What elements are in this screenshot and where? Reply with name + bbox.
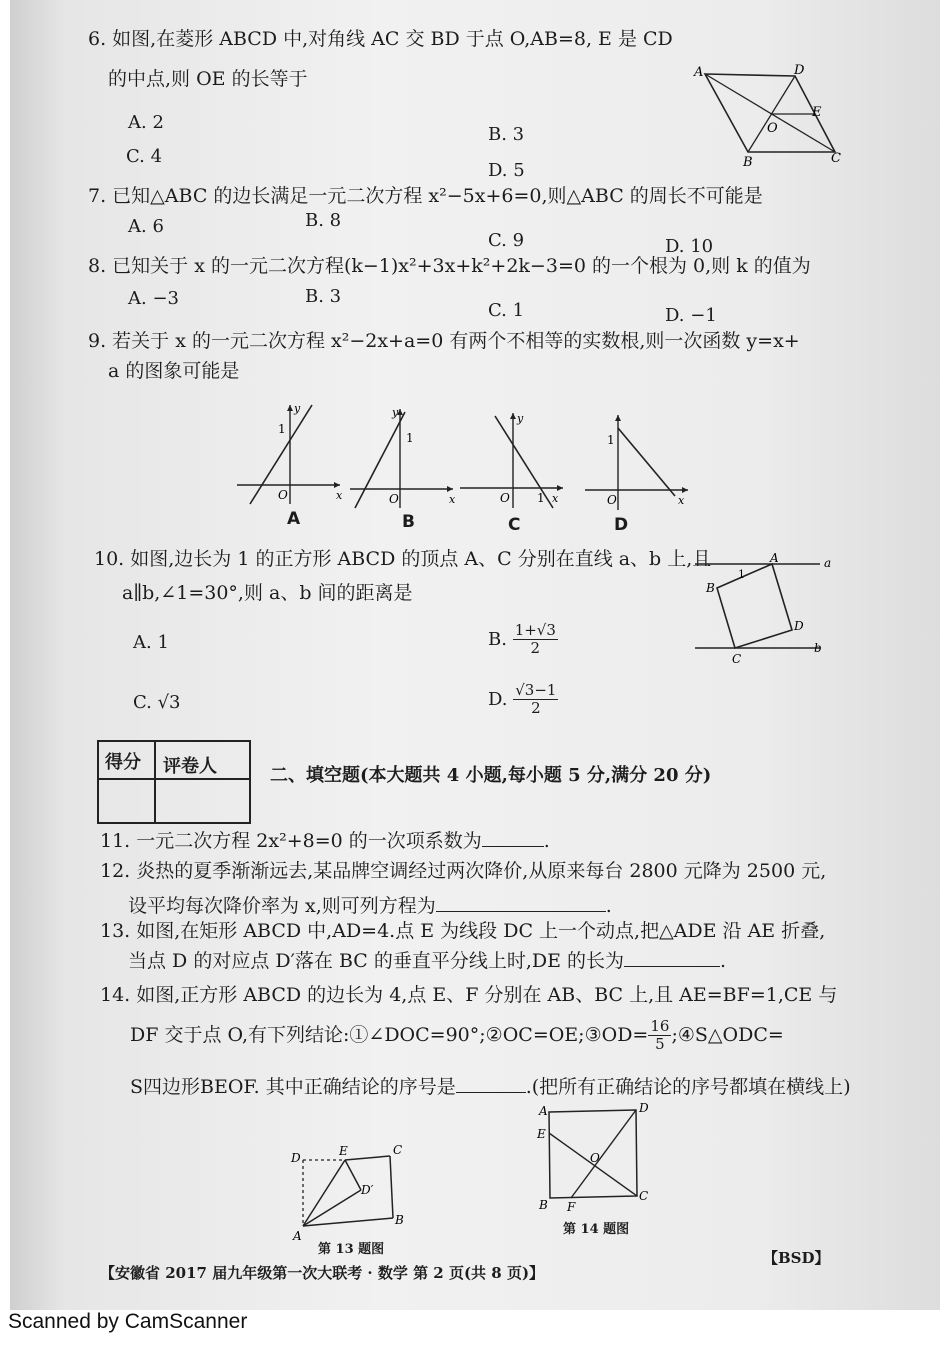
q10-option-d-fraction <box>513 682 558 718</box>
page-footer: 【安徽省 2017 届九年级第一次大联考 · 数学 第 2 页(共 8 页)】 <box>100 1264 545 1282</box>
fig14-label-c: C <box>639 1189 649 1203</box>
q10-option-d-denominator: 2 <box>531 699 541 718</box>
q11-text <box>100 830 550 853</box>
q10-label-d: D <box>794 619 804 633</box>
q7-option-b: B. 8 <box>305 210 342 231</box>
q9-graph-d <box>580 410 695 520</box>
q9b-y-label: y <box>392 406 399 419</box>
q8-option-c: C. 1 <box>488 300 525 321</box>
q12-stem: 设平均每次降价率为 x,则可列方程为 <box>128 895 436 917</box>
fig14-label-a: A <box>539 1104 548 1118</box>
q14-answer-blank[interactable] <box>456 1078 526 1093</box>
fig14-label-f: F <box>567 1200 576 1214</box>
q13-answer-blank[interactable] <box>624 952 720 967</box>
q6-label-d: D <box>794 63 805 78</box>
q14-line3-a: S四边形BEOF. 其中正确结论的序号是 <box>130 1076 456 1098</box>
q10-option-d <box>488 682 558 718</box>
q14-fraction <box>648 1018 671 1054</box>
scanner-watermark: Scanned by CamScanner <box>8 1310 248 1333</box>
q9a-one-label: 1 <box>278 422 286 436</box>
fig13-label-e: E <box>339 1144 348 1158</box>
q14-line2 <box>130 1018 784 1054</box>
q9-stem-line1: 9. 若关于 x 的一元二次方程 x²−2x+a=0 有两个不相等的实数根,则一次函数 y=x+ <box>88 330 800 352</box>
q13-period: . <box>720 950 727 972</box>
q14-line3 <box>130 1076 851 1099</box>
q10-option-b-fraction <box>513 622 558 658</box>
q9-graph-c <box>455 408 570 518</box>
q8-option-d: D. −1 <box>665 305 717 326</box>
q6-option-d: D. 5 <box>488 160 525 181</box>
q10-label-a: A <box>770 551 779 565</box>
q6-stem-line1: 6. 如图,在菱形 ABCD 中,对角线 AC 交 BD 于点 O,AB=8, E 是 CD <box>88 28 673 50</box>
q10-option-b <box>488 622 558 658</box>
q9a-origin-label: O <box>278 488 288 502</box>
q10-label-line-b: b <box>814 641 822 655</box>
q10-label-angle-1: 1 <box>738 568 745 581</box>
q9-graph-b-label: B <box>402 512 415 532</box>
q10-label-b: B <box>706 581 715 595</box>
q12-period: . <box>605 895 612 917</box>
q11-answer-blank[interactable] <box>482 832 544 847</box>
score-label: 得分 <box>105 752 141 773</box>
q6-label-b: B <box>743 155 753 170</box>
q7-option-a: A. 6 <box>128 216 164 237</box>
q8-option-b: B. 3 <box>305 286 342 307</box>
q14-fraction-denominator: 5 <box>655 1035 665 1054</box>
q9-graph-c-label: C <box>508 515 521 535</box>
score-box <box>97 740 251 824</box>
q13-stem: 当点 D 的对应点 D′落在 BC 的垂直平分线上时,DE 的长为 <box>128 950 625 972</box>
fig13-label-a: A <box>293 1229 302 1243</box>
q9c-origin-label: O <box>500 491 510 505</box>
q9d-one-label: 1 <box>607 433 615 447</box>
q10-square-figure <box>690 550 845 670</box>
q14-line2-b: ;④S△ODC= <box>671 1023 784 1046</box>
q6-stem-line2: 的中点,则 OE 的长等于 <box>108 68 308 90</box>
q6-label-a: A <box>694 65 704 80</box>
q14-line2-a: DF 交于点 O,有下列结论:①∠DOC=90°;②OC=OE;③OD= <box>130 1023 649 1046</box>
q11-period: . <box>543 830 550 852</box>
q10-option-c: C. √3 <box>133 692 181 713</box>
q10-option-b-prefix: B. <box>488 628 507 650</box>
q10-option-b-numerator: 1+√3 <box>514 621 556 639</box>
q9b-x-label: x <box>449 493 456 506</box>
q9a-x-label: x <box>336 489 343 502</box>
q9b-origin-label: O <box>389 492 399 506</box>
q12-line1: 12. 炎热的夏季渐渐远去,某品牌空调经过两次降价,从原来每台 2800 元降为 2500 元, <box>100 860 827 882</box>
q13-rectangle-figure <box>285 1138 415 1248</box>
q9c-one-label: 1 <box>537 491 545 505</box>
fig13-label-dprime: D′ <box>361 1183 374 1197</box>
q9-graph-d-label: D <box>614 515 629 535</box>
q9d-origin-label: O <box>607 493 617 507</box>
fig14-label-o: O <box>590 1151 600 1165</box>
q14-line1: 14. 如图,正方形 ABCD 的边长为 4,点 E、F 分别在 AB、BC 上,且 AE=BF=1,CE 与 <box>100 984 838 1006</box>
fig13-caption: 第 13 题图 <box>318 1242 385 1257</box>
q14-square-figure <box>533 1100 658 1220</box>
q9a-y-label: y <box>294 402 301 415</box>
q7-option-c: C. 9 <box>488 230 525 251</box>
fig14-label-d: D <box>639 1101 649 1115</box>
q13-line2 <box>128 950 726 973</box>
q10-option-a: A. 1 <box>133 632 169 653</box>
q9-graph-a <box>232 400 347 510</box>
grader-label: 评卷人 <box>163 756 217 777</box>
q10-option-d-prefix: D. <box>488 688 508 710</box>
q9c-x-label: x <box>552 492 559 505</box>
q6-label-o: O <box>767 121 778 136</box>
q9c-y-label: y <box>517 412 524 425</box>
q6-option-a: A. 2 <box>128 112 164 133</box>
fig13-label-c: C <box>393 1143 403 1157</box>
q6-rhombus-figure <box>690 62 850 172</box>
fig13-label-d: D <box>291 1151 301 1165</box>
q10-label-line-a: a <box>824 556 832 570</box>
q9-graph-a-label: A <box>287 509 301 529</box>
q6-option-b: B. 3 <box>488 124 525 145</box>
fig14-label-b: B <box>539 1198 548 1212</box>
q7-stem: 7. 已知△ABC 的边长满足一元二次方程 x²−5x+6=0,则△ABC 的周长不可能是 <box>88 185 763 207</box>
q11-stem: 11. 一元二次方程 2x²+8=0 的一次项系数为 <box>100 830 482 852</box>
fig14-label-e: E <box>537 1127 546 1141</box>
fig13-label-b: B <box>395 1213 404 1227</box>
q14-fraction-numerator: 16 <box>650 1017 670 1035</box>
q6-label-c: C <box>831 151 841 166</box>
q12-line2 <box>128 895 612 918</box>
section-2-heading: 二、填空题(本大题共 4 小题,每小题 5 分,满分 20 分) <box>270 765 712 786</box>
fig14-caption: 第 14 题图 <box>563 1222 630 1237</box>
q14-line3-b: .(把所有正确结论的序号都填在横线上) <box>525 1076 851 1098</box>
q10-stem-line1: 10. 如图,边长为 1 的正方形 ABCD 的顶点 A、C 分别在直线 a、b 上,且 <box>94 548 712 570</box>
q6-label-e: E <box>812 105 822 120</box>
q9-stem-line2: a 的图象可能是 <box>108 360 240 382</box>
q10-stem-line2: a∥b,∠1=30°,则 a、b 间的距离是 <box>122 582 413 604</box>
q10-option-d-numerator: √3−1 <box>515 681 557 699</box>
q12-answer-blank[interactable] <box>436 897 606 912</box>
q8-option-a: A. −3 <box>128 288 179 309</box>
q7-option-d: D. 10 <box>665 236 714 257</box>
q10-label-c: C <box>732 652 742 666</box>
q9-graph-b <box>345 404 460 514</box>
q6-option-c: C. 4 <box>126 146 163 167</box>
q8-stem: 8. 已知关于 x 的一元二次方程(k−1)x²+3x+k²+2k−3=0 的一个根为 0,则 k 的值为 <box>88 255 811 277</box>
q10-option-b-denominator: 2 <box>530 639 541 658</box>
edition-tag: 【BSD】 <box>763 1249 830 1267</box>
q9b-one-label: 1 <box>406 431 414 445</box>
q13-line1: 13. 如图,在矩形 ABCD 中,AD=4.点 E 为线段 DC 上一个动点,把△ADE 沿 AE 折叠, <box>100 920 826 942</box>
q9d-x-label: x <box>678 494 685 507</box>
